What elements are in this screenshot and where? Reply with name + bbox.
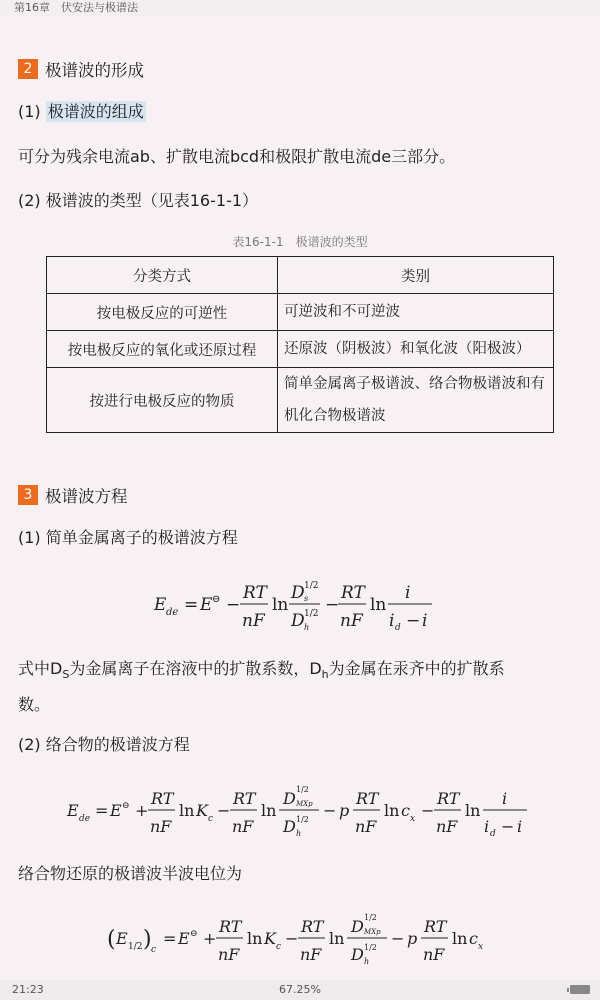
table-caption: 表16-1-1 极谱波的类型: [232, 235, 368, 249]
svg-text:+: +: [203, 929, 217, 948]
svg-text:ln: ln: [452, 929, 468, 948]
sub-prefix: (1): [18, 102, 46, 121]
svg-text:E: E: [178, 929, 190, 948]
svg-text:ln: ln: [384, 801, 400, 820]
equation-image: [105, 906, 495, 972]
svg-text:−: −: [285, 929, 299, 948]
svg-text:i: i: [405, 583, 411, 603]
section-number-badge: 2: [18, 59, 38, 79]
svg-text:1/2: 1/2: [304, 609, 319, 619]
svg-text:1/2: 1/2: [304, 581, 319, 591]
svg-text:RT: RT: [341, 583, 365, 603]
svg-text:RT: RT: [437, 789, 460, 808]
section-heading-3: [18, 483, 128, 507]
equation-complex: [0, 778, 600, 844]
equation-image: [150, 572, 450, 634]
svg-text:h: h: [304, 623, 310, 632]
svg-text:ln: ln: [247, 929, 263, 948]
svg-text:h: h: [364, 957, 370, 966]
svg-text:RT: RT: [219, 917, 242, 936]
svg-text:E: E: [200, 595, 213, 615]
table-row: [47, 294, 554, 331]
svg-text:−: −: [325, 595, 340, 615]
svg-text:ln: ln: [261, 801, 277, 820]
clock-time: 21:23: [12, 983, 44, 996]
svg-text:D: D: [283, 817, 296, 836]
svg-text:E: E: [67, 801, 79, 820]
svg-text:c: c: [208, 814, 214, 824]
svg-text:E: E: [110, 801, 122, 820]
highlighted-text[interactable]: 极谱波的组成: [47, 102, 144, 121]
equation-simple-ion: [0, 572, 600, 634]
svg-text:⊖: ⊖: [122, 801, 130, 811]
svg-text:MXp: MXp: [364, 928, 381, 936]
svg-text:d: d: [490, 829, 496, 839]
svg-text:ln: ln: [465, 801, 481, 820]
svg-text:−: −: [226, 595, 241, 615]
subheading-simple-ion: (1) 简单金属离子的极谱波方程: [18, 528, 238, 547]
svg-text:c: c: [276, 942, 282, 952]
section-number-badge: 3: [18, 485, 38, 505]
svg-text:=: =: [95, 801, 109, 820]
svg-text:⊖: ⊖: [190, 929, 198, 939]
svg-text:RT: RT: [243, 583, 267, 603]
text-run: 为金属离子在溶液中的扩散系数，D: [69, 659, 322, 678]
svg-text:ln: ln: [179, 801, 195, 820]
svg-text:(: (: [107, 927, 116, 952]
svg-text:RT: RT: [356, 789, 379, 808]
svg-text:RT: RT: [301, 917, 324, 936]
chapter-header: [0, 0, 600, 16]
svg-text:x: x: [478, 942, 484, 952]
section-heading-2: [18, 57, 144, 81]
svg-text:nF: nF: [355, 817, 377, 836]
table-cell: 简单金属离子极谱波、络合物极谱波和有机化合物极谱波: [278, 368, 554, 433]
svg-text:p: p: [339, 801, 350, 820]
svg-text:nF: nF: [340, 611, 363, 631]
svg-text:de: de: [79, 814, 91, 824]
svg-text:p: p: [407, 929, 418, 948]
svg-text:): ): [143, 927, 152, 952]
svg-text:=: =: [163, 929, 177, 948]
svg-text:E: E: [116, 929, 128, 948]
svg-text:c: c: [401, 801, 410, 820]
svg-text:E: E: [154, 595, 167, 615]
paragraph-composition: 可分为残余电流ab、扩散电流bcd和极限扩散电流de三部分。: [18, 147, 456, 166]
svg-text:D: D: [291, 583, 305, 603]
table-cell: 按进行电极反应的物质: [47, 368, 278, 433]
svg-text:i: i: [517, 817, 523, 836]
section-title: 极谱波的形成: [45, 61, 144, 80]
svg-text:nF: nF: [300, 945, 322, 964]
svg-text:−: −: [323, 801, 337, 820]
svg-text:nF: nF: [423, 945, 445, 964]
svg-text:RT: RT: [151, 789, 174, 808]
svg-text:nF: nF: [242, 611, 265, 631]
table-row: [47, 331, 554, 368]
svg-text:s: s: [304, 594, 309, 603]
svg-text:d: d: [395, 623, 401, 633]
svg-text:h: h: [296, 829, 302, 838]
subscript: S: [62, 668, 70, 682]
svg-text:c: c: [469, 929, 478, 948]
svg-text:de: de: [166, 607, 179, 618]
svg-text:K: K: [196, 801, 208, 820]
table-cell: 按电极反应的氧化或还原过程: [47, 331, 278, 368]
svg-text:K: K: [264, 929, 276, 948]
svg-text:⊖: ⊖: [212, 594, 221, 605]
table-cell: 还原波（阴极波）和氧化波（阳极波）: [278, 331, 554, 368]
svg-text:i: i: [422, 611, 428, 631]
svg-text:1/2: 1/2: [364, 943, 377, 952]
svg-text:−: −: [406, 611, 421, 631]
svg-text:x: x: [410, 814, 416, 824]
svg-text:nF: nF: [436, 817, 458, 836]
types-table: [46, 256, 554, 433]
svg-text:−: −: [421, 801, 435, 820]
svg-text:RT: RT: [424, 917, 447, 936]
svg-text:ln: ln: [370, 595, 387, 615]
table-row: [47, 368, 554, 433]
svg-text:−: −: [391, 929, 405, 948]
reading-progress: 67.25%: [279, 983, 321, 996]
subheading-types: (2) 极谱波的类型（见表16-1-1）: [18, 191, 259, 210]
svg-text:−: −: [501, 817, 515, 836]
table-cell: 可逆波和不可逆波: [278, 294, 554, 331]
svg-text:nF: nF: [232, 817, 254, 836]
svg-text:1/2: 1/2: [296, 815, 309, 824]
svg-text:nF: nF: [150, 817, 172, 836]
svg-text:1/2: 1/2: [364, 913, 377, 922]
svg-text:+: +: [135, 801, 149, 820]
svg-text:RT: RT: [233, 789, 256, 808]
svg-text:c: c: [151, 945, 157, 955]
svg-text:=: =: [184, 595, 199, 615]
paragraph-diffusion-coefficients: [18, 654, 582, 720]
svg-text:nF: nF: [218, 945, 240, 964]
svg-text:D: D: [283, 789, 296, 808]
svg-text:i: i: [502, 789, 508, 808]
svg-text:−: −: [217, 801, 231, 820]
table-cell: 按电极反应的可逆性: [47, 294, 278, 331]
table-header-cell: 分类方式: [47, 257, 278, 294]
section-title: 极谱波方程: [45, 487, 128, 506]
subheading-composition: [18, 97, 582, 127]
reader-status-bar: [0, 980, 600, 1000]
text-run: 式中D: [18, 659, 63, 678]
svg-text:D: D: [351, 917, 364, 936]
equation-image: [65, 778, 535, 844]
svg-text:i: i: [484, 817, 490, 836]
svg-text:D: D: [351, 945, 364, 964]
svg-text:D: D: [291, 611, 305, 631]
svg-text:1/2: 1/2: [296, 785, 309, 794]
svg-text:i: i: [389, 611, 395, 631]
text-run: 为金属在汞齐中的扩散系: [328, 659, 505, 678]
equation-half-wave: [0, 906, 600, 972]
table-header-row: [47, 257, 554, 294]
svg-text:ln: ln: [272, 595, 289, 615]
table-header-cell: 类别: [278, 257, 554, 294]
svg-text:1/2: 1/2: [128, 942, 143, 952]
subscript: h: [321, 668, 329, 682]
svg-text:ln: ln: [329, 929, 345, 948]
subheading-complex: (2) 络合物的极谱波方程: [18, 735, 190, 754]
text-run: 数。: [18, 695, 51, 715]
chapter-title: 第16章 伏安法与极谱法: [14, 1, 138, 14]
svg-text:MXp: MXp: [296, 800, 313, 808]
paragraph-half-wave: 络合物还原的极谱波半波电位为: [18, 864, 243, 883]
battery-icon: [570, 985, 590, 994]
